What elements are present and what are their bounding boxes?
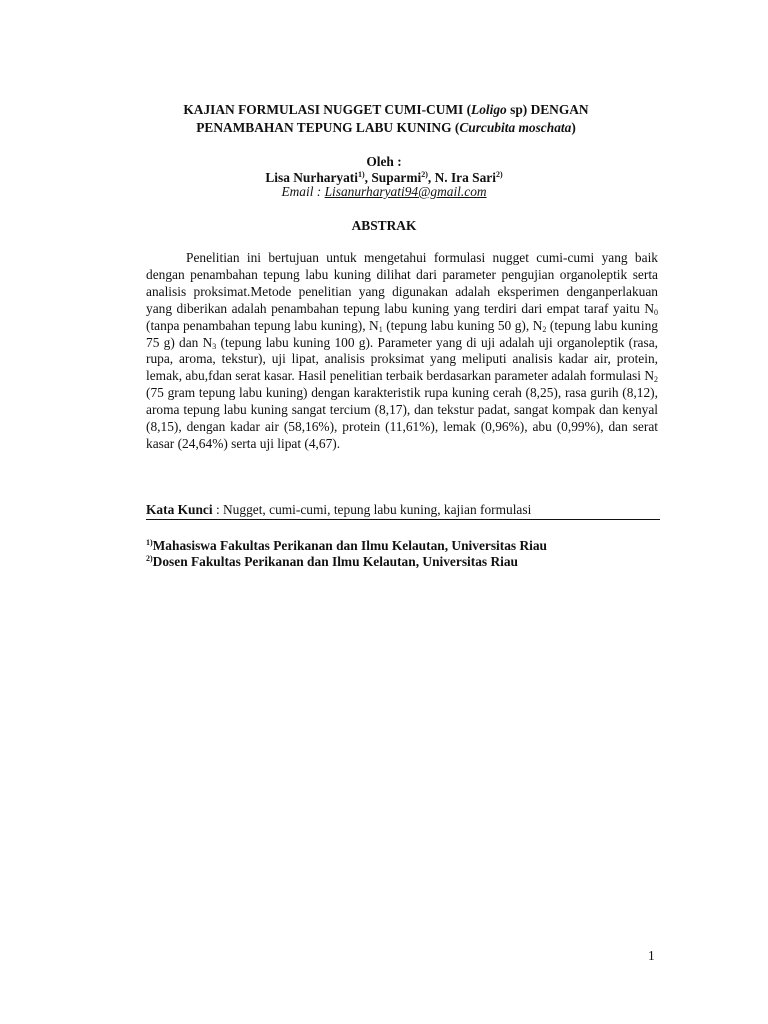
abstract-text: (75 gram tepung labu kuning) dengan karakteristik rupa kuning cerah (8,25), rasa gurih (8,12), aroma tepung labu kuning sangat tercium (8,17), dan tekstur padat, sangat kompak dan kenyal (8,15), dengan kadar air (58,16%), protein (11,61%), lemak (0,96%), abu (0,99%), dan serat kasar (24,64%) serta uji lipat (4,67). — [146, 385, 658, 451]
affiliation-text: Mahasiswa Fakultas Perikanan dan Ilmu Kelautan, Universitas Riau — [152, 538, 548, 553]
abstract-text: (tepung labu kuning 100 g). Parameter yang di uji adalah uji organoleptik (rasa, rupa, aroma, tekstur), uji lipat, analisis proksimat yang meliputi analisis kadar air, protein, lemak, abu,fdan serat kasar. Hasil penelitian terbaik berdasarkan parameter adalah formulasi N — [146, 334, 658, 384]
subscript: 2 — [654, 375, 658, 385]
subscript: 1 — [378, 324, 383, 334]
affiliation-1 — [146, 538, 666, 554]
email-link[interactable]: Lisanurharyati94@gmail.com — [324, 184, 487, 199]
byline-label: Oleh : — [366, 154, 402, 169]
keywords-label: Kata Kunci — [146, 502, 213, 517]
author-separator: , — [427, 170, 435, 185]
title-line1-part1: KAJIAN FORMULASI NUGGET CUMI-CUMI ( — [183, 102, 472, 117]
author-email-line — [0, 184, 768, 200]
title-line2-part1: PENAMBAHAN TEPUNG LABU KUNING ( — [196, 120, 460, 135]
paper-title — [130, 101, 642, 137]
abstract-heading: ABSTRAK — [351, 218, 417, 233]
abstract-text: (tanpa penambahan tepung labu kuning), N — [146, 317, 379, 333]
affiliation-text: Dosen Fakultas Perikanan dan Ilmu Kelautan, Universitas Riau — [152, 554, 518, 569]
keywords-text: : Nugget, cumi-cumi, tepung labu kuning, kajian formulasi — [212, 502, 532, 517]
title-line1-part2: sp) DENGAN — [506, 102, 589, 117]
author-affiliation-mark: 2) — [495, 170, 503, 179]
subscript: 3 — [212, 341, 217, 351]
author-name: Suparmi — [371, 170, 422, 185]
affiliation-2 — [146, 554, 666, 570]
affiliation-mark: 2) — [146, 554, 153, 563]
keywords-divider — [146, 519, 660, 520]
abstract-text: (tepung labu kuning 75 g) dan N — [146, 317, 658, 350]
subscript: 0 — [654, 307, 658, 317]
abstract-text: (tepung labu kuning 50 g), N — [382, 317, 543, 333]
abstract-text: Penelitian ini bertujuan untuk mengetahui formulasi nugget cumi-cumi yang baik dengan penambahan tepung labu kuning dilihat dari parameter pengujian organoleptik serta analisis proksimat.Metode penelitian yang digunakan adalah eksperimen denganperlakuan yang diberikan adalah penambahan tepung labu kuning yang terdiri dari empat taraf yaitu N — [146, 250, 658, 316]
title-species-squash: Curcubita moschata — [459, 120, 572, 135]
author-name: N. Ira Sari — [434, 170, 496, 185]
author-affiliation-mark: 1) — [357, 170, 365, 179]
title-species-genus: Loligo — [471, 102, 507, 117]
keywords-line — [146, 502, 658, 518]
affiliation-mark: 1) — [146, 538, 153, 547]
subscript: 2 — [542, 324, 547, 334]
abstract-body — [146, 250, 658, 453]
email-label: Email : — [281, 184, 325, 199]
author-affiliation-mark: 2) — [421, 170, 428, 179]
title-line2-part2: ) — [571, 120, 576, 135]
author-name: Lisa Nurharyati — [265, 170, 358, 185]
author-separator: , — [364, 170, 372, 185]
page-number: 1 — [648, 948, 655, 963]
